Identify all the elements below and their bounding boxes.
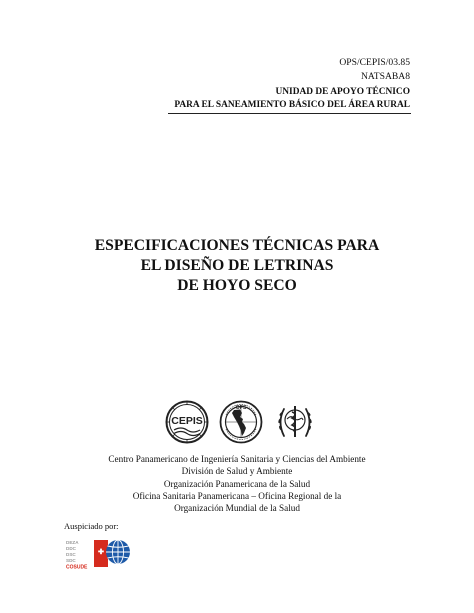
document-code: OPS/CEPIS/03.85 [339,57,410,68]
institution-logos [0,400,474,446]
sponsor-label: Auspiciado por: [64,521,119,531]
title-line-2: EL DISEÑO DE LETRINAS [140,257,334,274]
document-codes [339,56,410,83]
ops-logo-text: OPS [235,405,247,412]
cosude-logo-line: DEZA [66,540,79,545]
document-title [0,236,474,296]
cosude-logo-line: DSC [66,552,76,557]
unit-name-line-2: PARA EL SANEAMIENTO BÁSICO DEL ÁREA RURAL [174,100,410,110]
oms-logo [273,400,317,444]
ops-logo [219,400,263,444]
cepis-logo [165,400,209,444]
organization-list [0,453,474,514]
header-divider [168,113,411,114]
unit-name-line-1: UNIDAD DE APOYO TÉCNICO [275,87,410,97]
cepis-logo-text: CEPIS [171,415,203,427]
unit-header [174,86,410,112]
organization-line: Organización Mundial de la Salud [174,503,300,514]
cosude-logo-line: DDC [66,546,76,551]
organization-line: División de Salud y Ambiente [181,466,293,477]
title-line-1: ESPECIFICACIONES TÉCNICAS PARA [94,237,380,254]
organization-line: Oficina Sanitaria Panamericana – Oficina Regional de la [132,490,342,501]
document-reference: NATSABA8 [360,70,410,82]
cosude-logo-line: SDC [66,558,76,563]
cosude-logo [66,538,136,570]
organization-line: Centro Panamericano de Ingeniería Sanitaria y Ciencias del Ambiente [108,454,366,464]
cosude-logo-name: COSUDE [66,564,88,570]
swiss-cross-icon [100,549,102,555]
organization-line: Organización Panamericana de la Salud [163,478,311,489]
title-line-3: DE HOYO SECO [177,277,297,294]
